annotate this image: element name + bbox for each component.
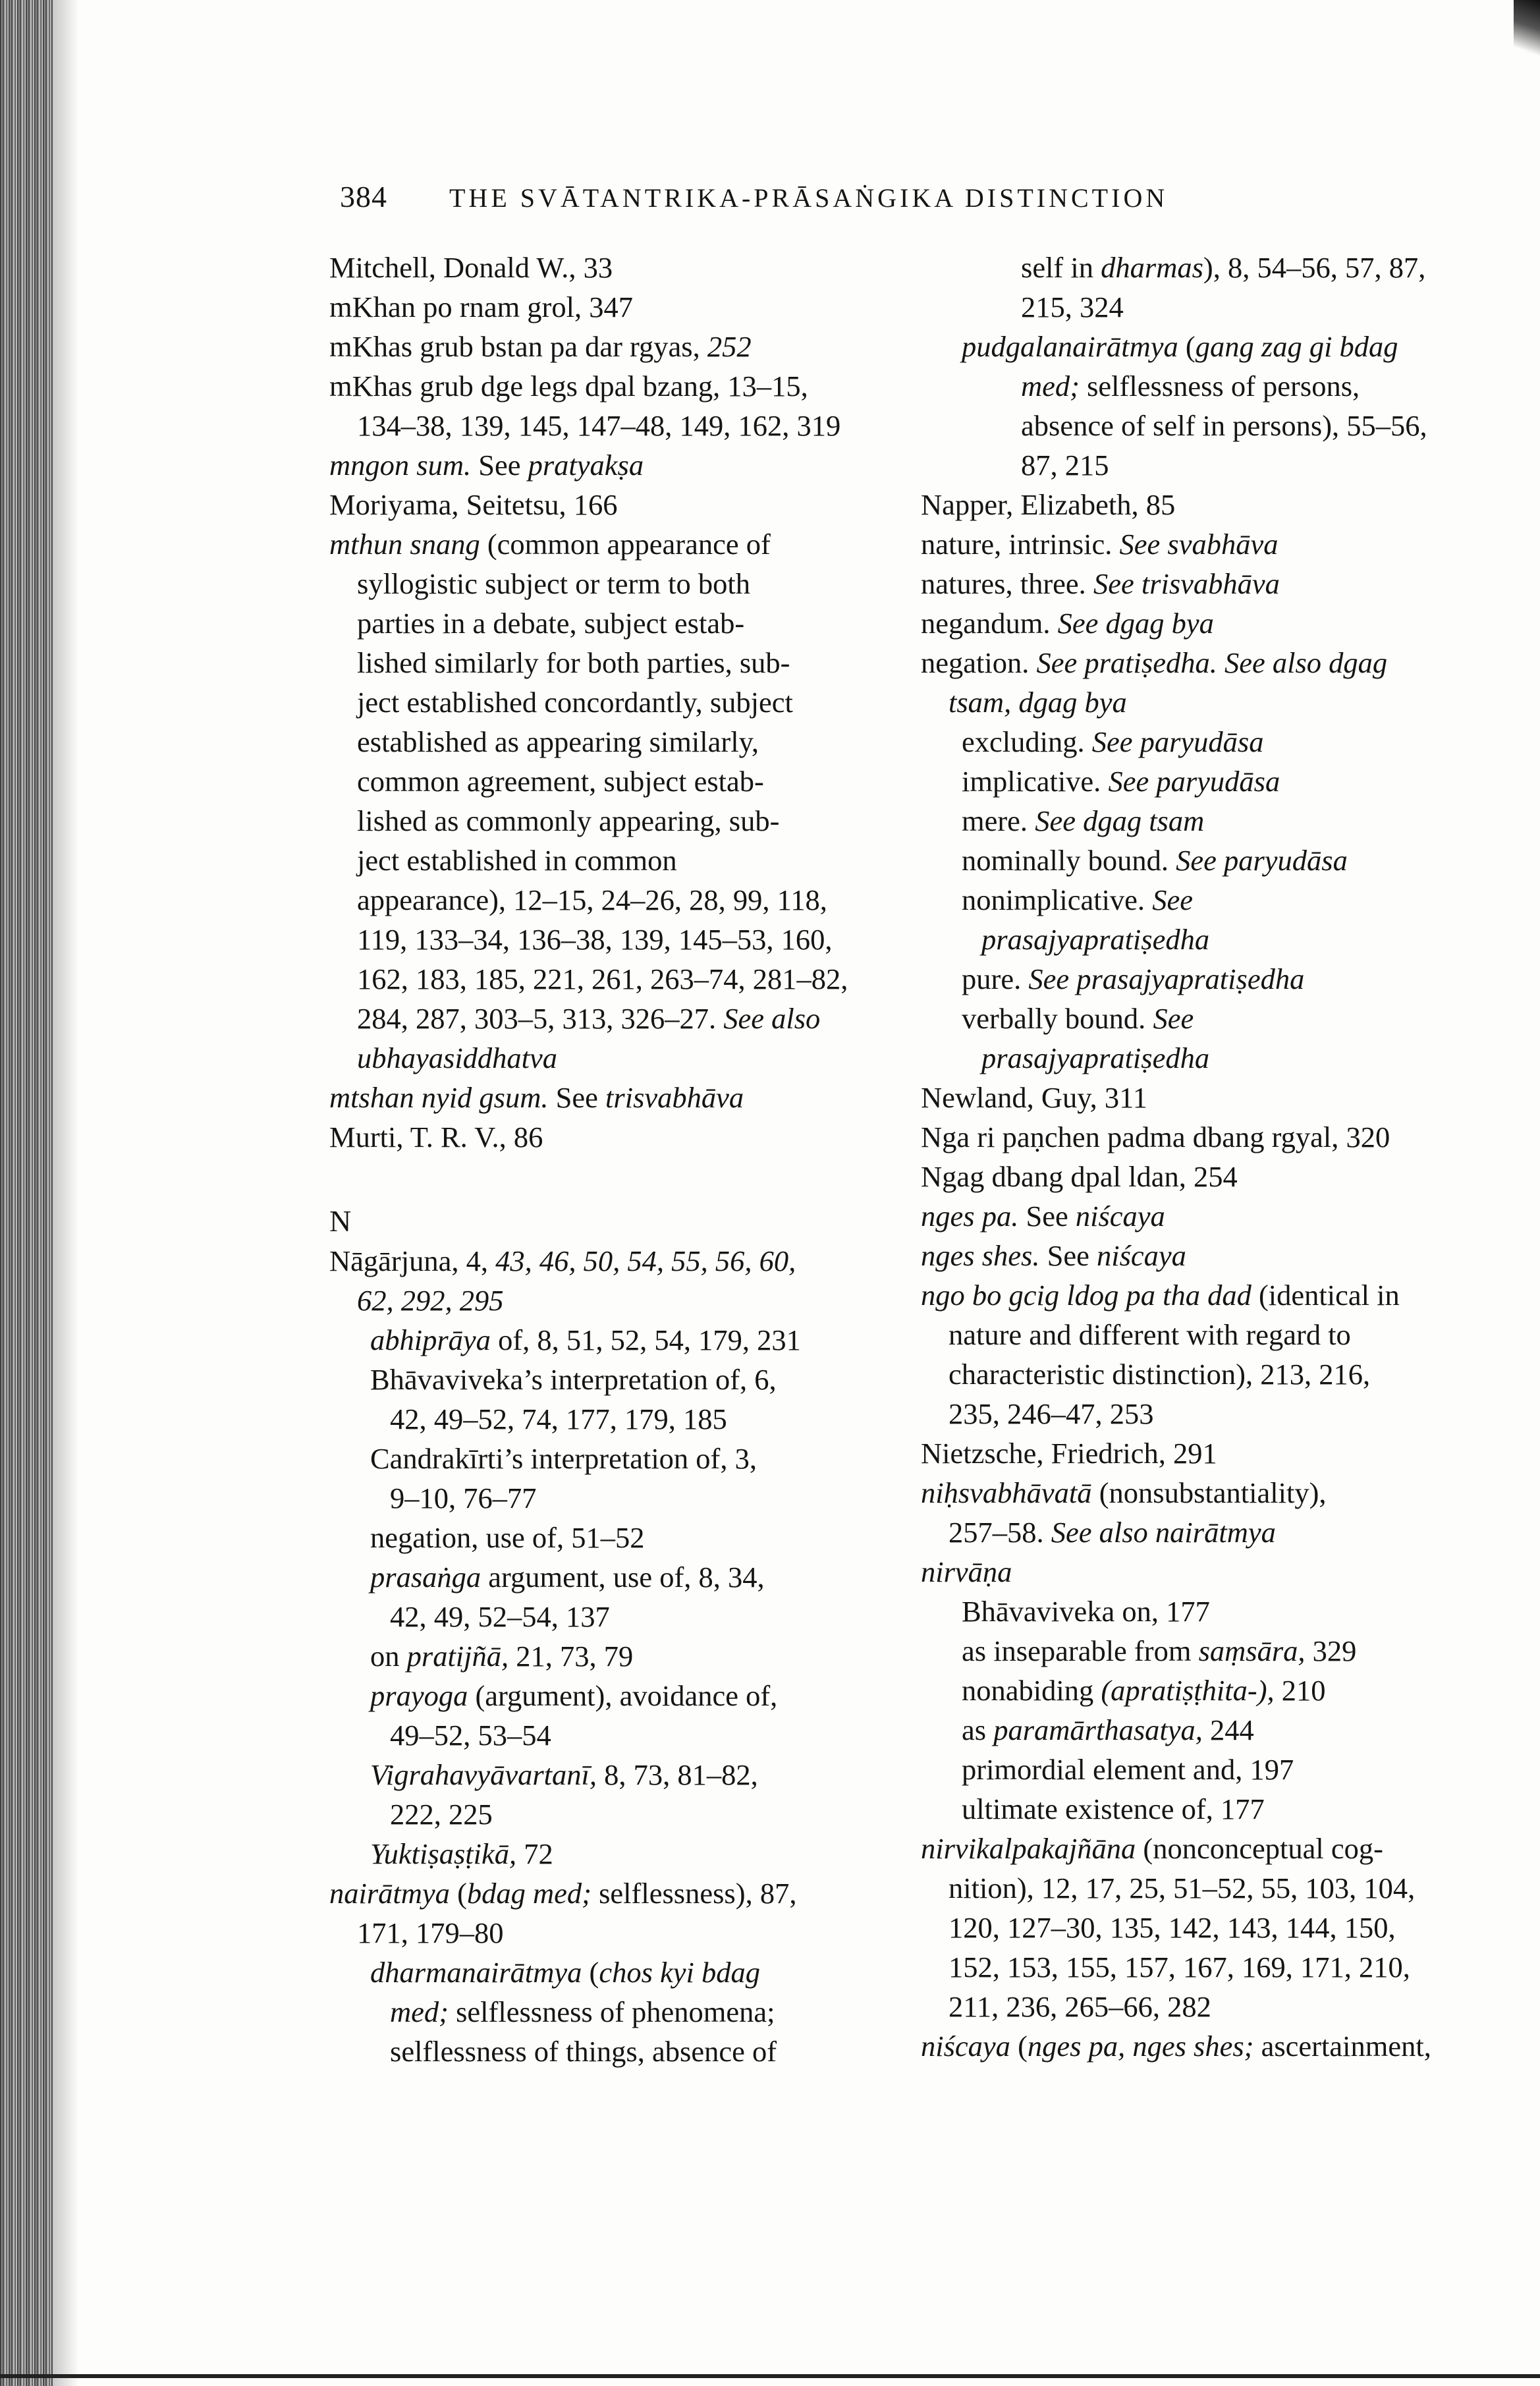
index-line: nonimplicative. See (962, 883, 1193, 916)
binding-gutter (0, 0, 53, 2386)
index-line: syllogistic subject or term to both (357, 567, 750, 600)
index-line: med; selflessness of phenomena; (390, 1995, 775, 2028)
index-line: verbally bound. See (962, 1002, 1194, 1035)
index-line: lished as commonly appearing, sub- (357, 804, 780, 837)
index-line: tsam, dgag bya (949, 686, 1127, 719)
index-line: prasajyapratiṣedha (981, 1041, 1210, 1074)
index-line: implicative. See paryudāsa (962, 765, 1280, 798)
index-line: 62, 292, 295 (357, 1284, 504, 1317)
index-line: mngon sum. See pratyakṣa (329, 449, 644, 482)
index-column-left (329, 248, 848, 2071)
index-line: Napper, Elizabeth, 85 (921, 488, 1176, 521)
index-line: prasajyapratiṣedha (981, 923, 1210, 956)
index-line: niḥsvabhāvatā (nonsubstantiality), (921, 1476, 1327, 1509)
index-line: nonabiding (apratiṣṭhita-), 210 (962, 1674, 1326, 1707)
index-line: as inseparable from saṃsāra, 329 (962, 1634, 1357, 1667)
index-line: mKhas grub bstan pa dar rgyas, 252 (329, 330, 752, 363)
index-line: mere. See dgag tsam (962, 804, 1205, 837)
index-line: natures, three. See trisvabhāva (921, 567, 1280, 600)
index-line: nirvikalpakajñāna (nonconceptual cog- (921, 1832, 1383, 1865)
section-letter: N (329, 1204, 352, 1238)
index-line: 42, 49, 52–54, 137 (390, 1600, 610, 1633)
index-line: niścaya (nges pa, nges shes; ascertainment, (921, 2030, 1431, 2063)
index-line: negandum. See dgag bya (921, 607, 1214, 640)
index-line: mKhas grub dge legs dpal bzang, 13–15, (329, 370, 808, 402)
index-line: lished similarly for both parties, sub- (357, 646, 790, 679)
index-line: 134–38, 139, 145, 147–48, 149, 162, 319 (357, 409, 841, 442)
index-line: 9–10, 76–77 (390, 1482, 537, 1514)
index-line: nature and different with regard to (949, 1318, 1351, 1351)
index-line: 215, 324 (1021, 291, 1124, 323)
index-line: negation, use of, 51–52 (370, 1521, 645, 1554)
index-line: Nāgārjuna, 4, 43, 46, 50, 54, 55, 56, 60, (329, 1244, 796, 1277)
index-line: nges pa. See niścaya (921, 1200, 1165, 1233)
running-title: THE SVĀTANTRIKA-PRĀSAṄGIKA DISTINCTION (449, 183, 1169, 213)
index-line: Mitchell, Donald W., 33 (329, 251, 613, 284)
index-line: nirvāṇa (921, 1555, 1012, 1588)
index-line: Candrakīrti’s interpretation of, 3, (370, 1442, 757, 1475)
index-line: 120, 127–30, 135, 142, 143, 144, 150, (949, 1911, 1396, 1944)
index-line: 42, 49–52, 74, 177, 179, 185 (390, 1402, 727, 1435)
index-line: ubhayasiddhatva (357, 1041, 558, 1074)
index-line: dharmanairātmya (chos kyi bdag (370, 1956, 761, 1989)
index-line: 87, 215 (1021, 449, 1109, 482)
index-line: 257–58. See also nairātmya (949, 1516, 1276, 1549)
index-line: ject established in common (357, 844, 677, 877)
binding-shadow (53, 0, 79, 2386)
index-line: excluding. See paryudāsa (962, 725, 1264, 758)
section-spacer (329, 1157, 843, 1196)
index-line: 171, 179–80 (357, 1916, 504, 1949)
page-number: 384 (340, 180, 387, 213)
index-line: 49–52, 53–54 (390, 1719, 551, 1752)
index-line: Nga ri paṇchen padma dbang rgyal, 320 (921, 1121, 1390, 1153)
index-line: primordial element and, 197 (962, 1753, 1294, 1786)
index-line: 284, 287, 303–5, 313, 326–27. See also (357, 1002, 821, 1035)
index-line: 222, 225 (390, 1798, 493, 1831)
index-line: parties in a debate, subject estab- (357, 607, 745, 640)
index-line: Ngag dbang dpal ldan, 254 (921, 1160, 1238, 1193)
scan-bottom-edge (0, 2374, 1540, 2378)
scan-corner-mark (1514, 0, 1540, 66)
index-line: ngo bo gcig ldog pa tha dad (identical in (921, 1279, 1400, 1312)
index-line: nition), 12, 17, 25, 51–52, 55, 103, 104, (949, 1872, 1416, 1904)
running-head (340, 179, 1168, 219)
index-line: prayoga (argument), avoidance of, (370, 1679, 778, 1712)
index-line: 162, 183, 185, 221, 261, 263–74, 281–82, (357, 962, 848, 995)
index-line: mtshan nyid gsum. See trisvabhāva (329, 1081, 744, 1114)
index-line: ultimate existence of, 177 (962, 1792, 1265, 1825)
index-line: nges shes. See niścaya (921, 1239, 1186, 1272)
index-line: nairātmya (bdag med; selflessness), 87, (329, 1877, 797, 1910)
index-line: Vigrahavyāvartanī, 8, 73, 81–82, (370, 1758, 758, 1791)
index-line: Bhāvaviveka on, 177 (962, 1595, 1210, 1628)
index-line: selflessness of things, absence of (390, 2035, 777, 2068)
index-line: Newland, Guy, 311 (921, 1081, 1147, 1114)
index-line: absence of self in persons), 55–56, (1021, 409, 1427, 442)
index-line: 152, 153, 155, 157, 167, 169, 171, 210, (949, 1951, 1410, 1984)
index-column-right (921, 248, 1454, 2066)
index-line: 119, 133–34, 136–38, 139, 145–53, 160, (357, 923, 833, 956)
index-line: characteristic distinction), 213, 216, (949, 1358, 1371, 1391)
index-line: Murti, T. R. V., 86 (329, 1121, 543, 1153)
index-line: common agreement, subject estab- (357, 765, 764, 798)
index-line: Bhāvaviveka’s interpretation of, 6, (370, 1363, 777, 1396)
index-line: pudgalanairātmya (gang zag gi bdag (962, 330, 1398, 363)
index-line: 211, 236, 265–66, 282 (949, 1990, 1211, 2023)
index-line: nature, intrinsic. See svabhāva (921, 528, 1279, 561)
index-line: ject established concordantly, subject (357, 686, 793, 719)
index-line: as paramārthasatya, 244 (962, 1713, 1254, 1746)
index-line: established as appearing similarly, (357, 725, 759, 758)
index-line: appearance), 12–15, 24–26, 28, 99, 118, (357, 883, 827, 916)
index-line: nominally bound. See paryudāsa (962, 844, 1348, 877)
index-line: negation. See pratiṣedha. See also dgag (921, 646, 1388, 679)
index-line: abhiprāya of, 8, 51, 52, 54, 179, 231 (370, 1323, 801, 1356)
index-line: on pratijñā, 21, 73, 79 (370, 1640, 634, 1673)
index-line: prasaṅga argument, use of, 8, 34, (370, 1561, 765, 1594)
index-line: self in dharmas), 8, 54–56, 57, 87, (1021, 251, 1426, 284)
index-line: Moriyama, Seitetsu, 166 (329, 488, 618, 521)
index-line: pure. See prasajyapratiṣedha (962, 962, 1305, 995)
index-line: Yuktiṣaṣṭikā, 72 (370, 1837, 553, 1870)
index-line: med; selflessness of persons, (1021, 370, 1360, 402)
index-line: mthun snang (common appearance of (329, 528, 771, 561)
index-line: Nietzsche, Friedrich, 291 (921, 1437, 1217, 1470)
index-line: 235, 246–47, 253 (949, 1397, 1154, 1430)
index-line: mKhan po rnam grol, 347 (329, 291, 633, 323)
